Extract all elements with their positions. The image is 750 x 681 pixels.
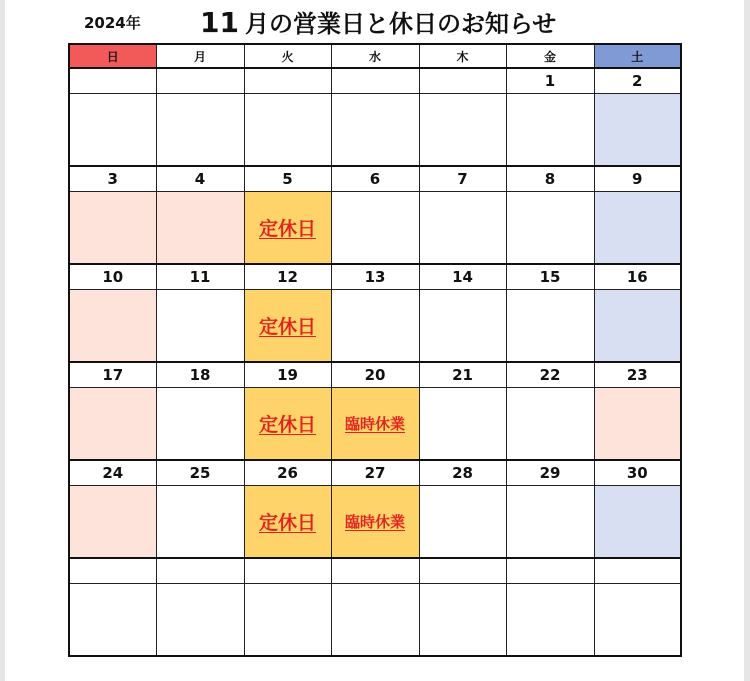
regular-holiday-note: 定休日: [258, 512, 316, 534]
date-cell: 7: [419, 166, 506, 192]
weekday-sun: 日: [69, 44, 156, 68]
day-body: [419, 192, 506, 265]
week-2-notes: [69, 192, 681, 265]
title-text: 月の営業日と休日のお知らせ: [244, 10, 557, 38]
date-cell: [156, 558, 244, 584]
day-body: [419, 486, 506, 559]
date-cell: [156, 68, 244, 94]
day-body: [69, 290, 156, 363]
day-body: [419, 584, 506, 657]
day-body: [506, 486, 594, 559]
day-body: [156, 192, 244, 265]
day-body: [331, 94, 419, 167]
weekday-fri: 金: [506, 44, 594, 68]
calendar-header: [68, 4, 680, 40]
week-4-notes: [69, 388, 681, 461]
weekday-header-row: [69, 44, 681, 68]
date-cell: 13: [331, 264, 419, 290]
date-cell: [244, 68, 331, 94]
date-cell: 4: [156, 166, 244, 192]
day-body: [244, 94, 331, 167]
week-5-notes: [69, 486, 681, 559]
day-body: [69, 388, 156, 461]
year-label: 2024年: [84, 14, 141, 32]
day-body: [244, 584, 331, 657]
temporary-closure-note: 臨時休業: [344, 513, 405, 531]
day-body: [594, 94, 681, 167]
day-body: [331, 192, 419, 265]
date-cell: [331, 558, 419, 584]
day-body: [331, 584, 419, 657]
day-body: [331, 290, 419, 363]
day-body: [419, 290, 506, 363]
regular-holiday-note: 定休日: [258, 316, 316, 338]
date-cell: [244, 558, 331, 584]
day-body: [506, 290, 594, 363]
weekday-wed: 水: [331, 44, 419, 68]
day-body: [244, 388, 331, 461]
week-6-notes: [69, 584, 681, 657]
date-cell: 18: [156, 362, 244, 388]
date-cell: 26: [244, 460, 331, 486]
date-cell: 23: [594, 362, 681, 388]
date-cell: 27: [331, 460, 419, 486]
date-cell: [69, 68, 156, 94]
day-body: [506, 388, 594, 461]
day-body: [331, 486, 419, 559]
date-cell: 17: [69, 362, 156, 388]
date-cell: 8: [506, 166, 594, 192]
weekday-sat: 土: [594, 44, 681, 68]
day-body: [594, 486, 681, 559]
date-cell: [331, 68, 419, 94]
weekday-thu: 木: [419, 44, 506, 68]
date-cell: 5: [244, 166, 331, 192]
date-cell: 16: [594, 264, 681, 290]
day-body: [419, 94, 506, 167]
week-4-dates: [69, 362, 681, 388]
day-body: [156, 290, 244, 363]
regular-holiday-note: 定休日: [258, 218, 316, 240]
day-body: [244, 192, 331, 265]
date-cell: [419, 68, 506, 94]
date-cell: 1: [506, 68, 594, 94]
day-body: [69, 486, 156, 559]
page-edge-left: [0, 0, 5, 681]
day-body: [506, 192, 594, 265]
date-cell: 12: [244, 264, 331, 290]
week-3-notes: [69, 290, 681, 363]
date-cell: 28: [419, 460, 506, 486]
date-cell: 6: [331, 166, 419, 192]
day-body: [244, 290, 331, 363]
date-cell: [69, 558, 156, 584]
date-cell: 25: [156, 460, 244, 486]
day-body: [594, 290, 681, 363]
weekday-tue: 火: [244, 44, 331, 68]
date-cell: 19: [244, 362, 331, 388]
date-cell: 9: [594, 166, 681, 192]
week-6-dates: [69, 558, 681, 584]
day-body: [506, 94, 594, 167]
day-body: [69, 584, 156, 657]
date-cell: 3: [69, 166, 156, 192]
date-cell: 15: [506, 264, 594, 290]
date-cell: 2: [594, 68, 681, 94]
day-body: [244, 486, 331, 559]
day-body: [419, 388, 506, 461]
date-cell: [594, 558, 681, 584]
week-5-dates: [69, 460, 681, 486]
date-cell: 11: [156, 264, 244, 290]
week-1-dates: [69, 68, 681, 94]
day-body: [594, 584, 681, 657]
day-body: [156, 94, 244, 167]
date-cell: 14: [419, 264, 506, 290]
date-cell: 21: [419, 362, 506, 388]
date-cell: [506, 558, 594, 584]
day-body: [506, 584, 594, 657]
week-2-dates: [69, 166, 681, 192]
week-1-notes: [69, 94, 681, 167]
temporary-closure-note: 臨時休業: [344, 415, 405, 433]
date-cell: 29: [506, 460, 594, 486]
day-body: [594, 388, 681, 461]
day-body: [156, 584, 244, 657]
month-number: 11: [200, 6, 239, 39]
day-body: [69, 94, 156, 167]
date-cell: 30: [594, 460, 681, 486]
page-title: [200, 4, 556, 39]
day-body: [156, 388, 244, 461]
week-3-dates: [69, 264, 681, 290]
business-calendar: [68, 43, 682, 657]
date-cell: 20: [331, 362, 419, 388]
page-edge-right: [744, 0, 750, 681]
date-cell: 10: [69, 264, 156, 290]
date-cell: [419, 558, 506, 584]
day-body: [156, 486, 244, 559]
weekday-mon: 月: [156, 44, 244, 68]
day-body: [594, 192, 681, 265]
regular-holiday-note: 定休日: [258, 414, 316, 436]
date-cell: 22: [506, 362, 594, 388]
day-body: [69, 192, 156, 265]
day-body: [331, 388, 419, 461]
date-cell: 24: [69, 460, 156, 486]
